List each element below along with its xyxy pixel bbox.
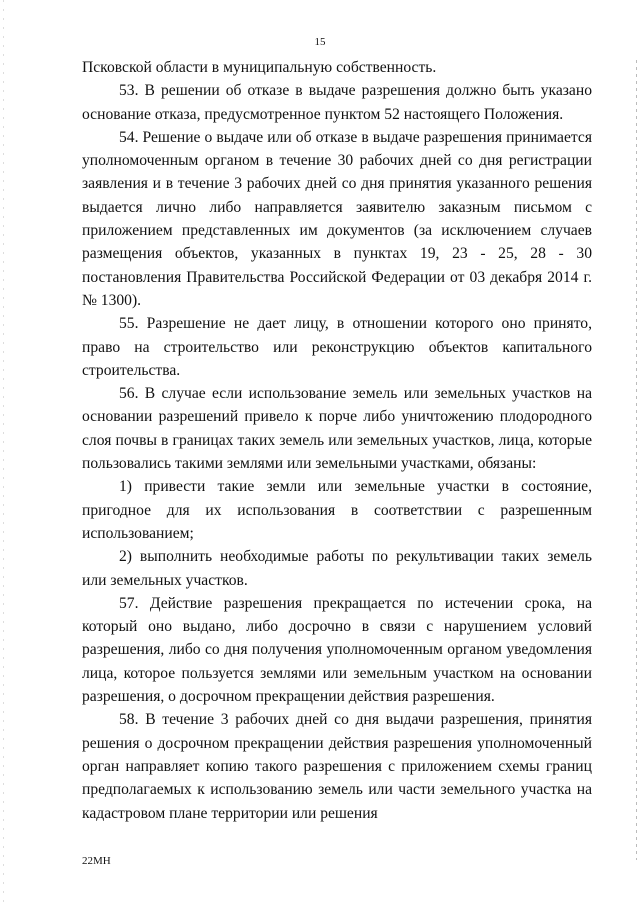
document-body bbox=[82, 56, 592, 825]
paragraph: 1) привести такие земли или земельные участки в состояние, пригодное для их использования в соответствии с разрешенным использованием; bbox=[82, 478, 592, 542]
footer-code: 22МН bbox=[82, 855, 111, 867]
page-number: 15 bbox=[314, 36, 326, 48]
scan-edge-right bbox=[636, 60, 637, 860]
paragraph: Псковской области в муниципальную собственность. bbox=[82, 59, 437, 76]
paragraph: 57. Действие разрешения прекращается по истечении срока, на который оно выдано, либо досрочно в связи с нарушением условий разрешения, либо со дня получения уполномоченным органом уведомления лица, которое пользуется землями или земельным участком на основании разрешения, о досрочном прекращении действия разрешения. bbox=[82, 594, 592, 706]
paragraph: 53. В решении об отказе в выдаче разрешения должно быть указано основание отказа, предусмотренное пунктом 52 настоящего Положения. bbox=[82, 82, 592, 123]
paragraph: 54. Решение о выдаче или об отказе в выдаче разрешения принимается уполномоченным органом в течение 30 рабочих дней со дня регистрации заявления и в течение 3 рабочих дней со дня принятия указанного решения выдается лично либо направляется заявителю заказным письмом с приложением представленных им документов (за исключением случаев размещения объектов, указанных в пунктах 19, 23 - 25, 28 - 30 постановления Правительства Российской Федерации от 03 декабря 2014 г. № 1300). bbox=[82, 128, 592, 309]
paragraph: 56. В случае если использование земель или земельных участков на основании разрешений привело к порче либо уничтожению плодородного слоя почвы в границах таких земель или земельных участков, лица, которые пользовались такими землями или земельными участками, обязаны: bbox=[82, 385, 592, 473]
scan-edge-left bbox=[3, 0, 4, 905]
paragraph: 55. Разрешение не дает лицу, в отношении которого оно принято, право на строительство или реконструкцию объектов капитального строительства. bbox=[82, 315, 592, 379]
paragraph: 2) выполнить необходимые работы по рекультивации таких земель или земельных участков. bbox=[82, 548, 592, 589]
paragraph: 58. В течение 3 рабочих дней со дня выдачи разрешения, принятия решения о досрочном прекращении действия разрешения уполномоченный орган направляет копию такого разрешения с приложением схемы границ предполагаемых к использованию земель или части земельного участка на кадастровом плане территории или решения bbox=[82, 711, 592, 822]
